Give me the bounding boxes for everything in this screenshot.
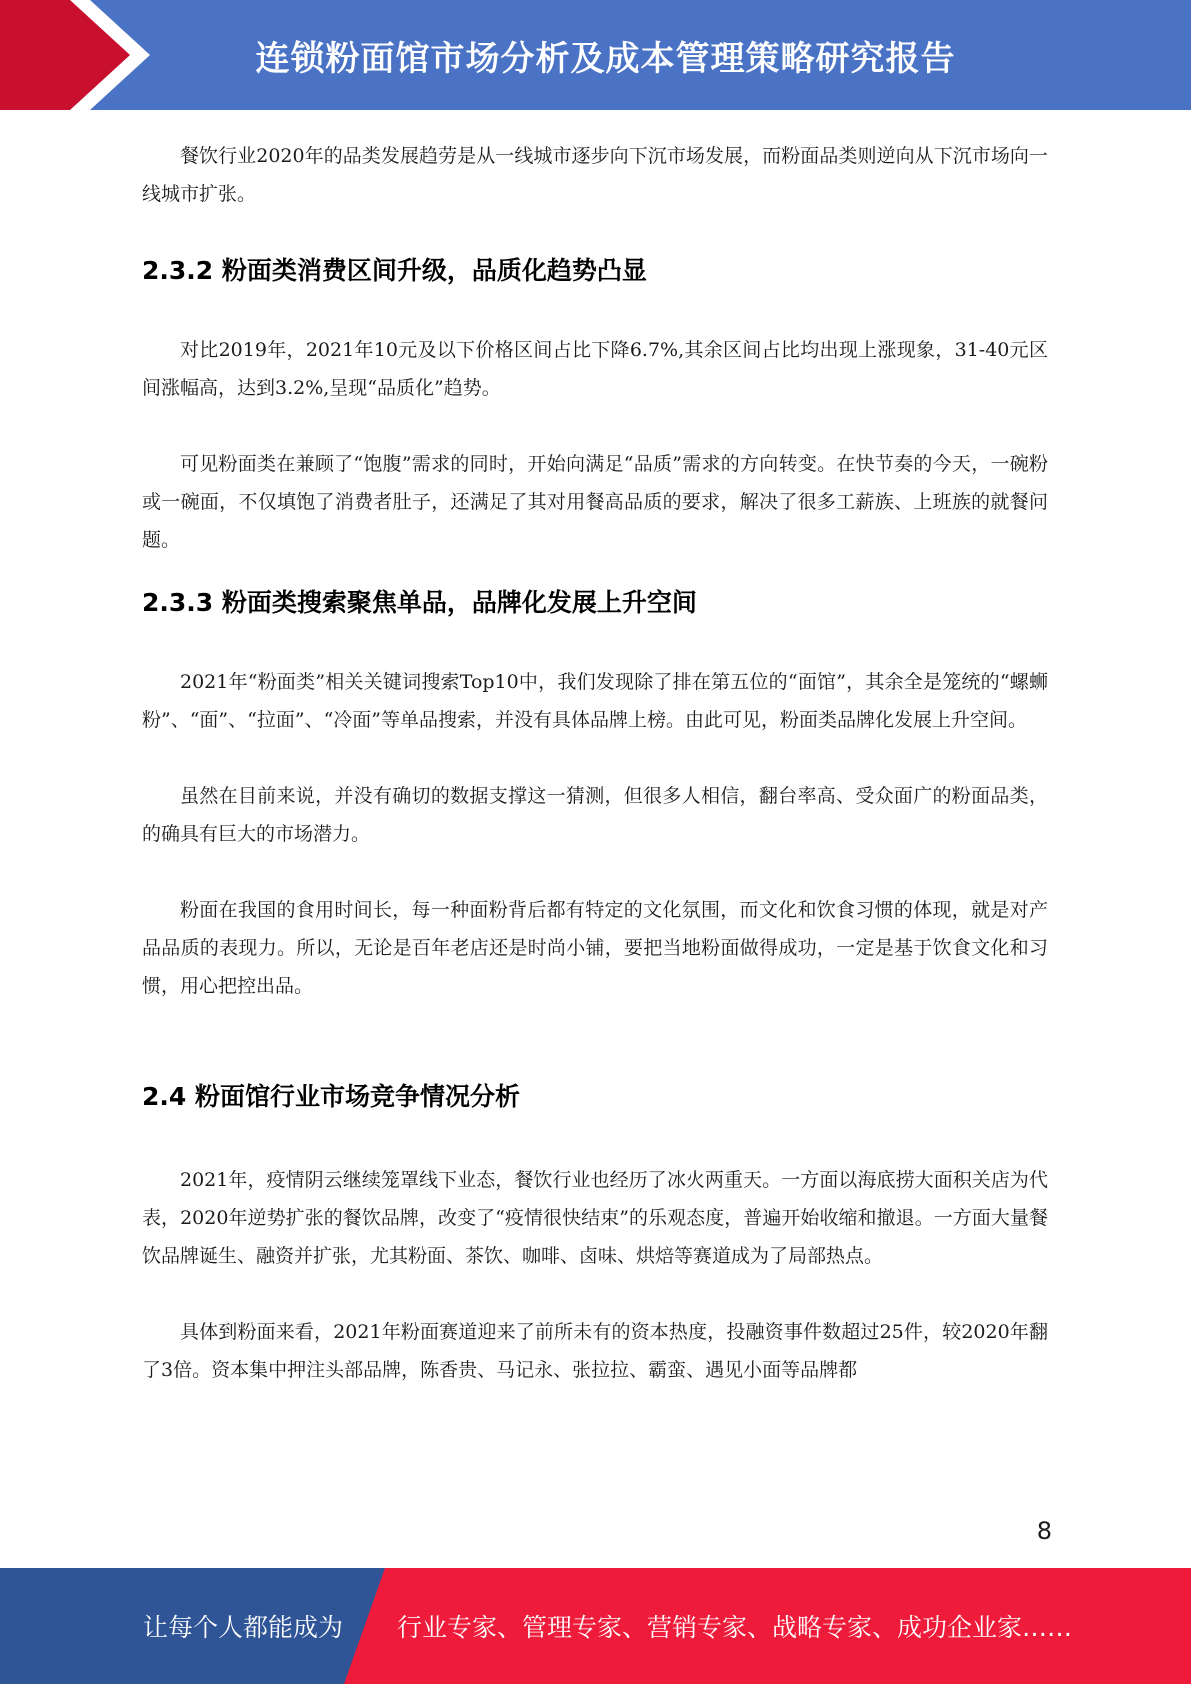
paragraph: 对比2019年，2021年10元及以下价格区间占比下降6.7%,其余区间占比均出现上涨现象，31-40元区间涨幅高，达到3.2%,呈现“品质化”趋势。 — [142, 339, 1048, 399]
page-footer — [0, 1568, 1191, 1684]
page-number: 8 — [1036, 1517, 1052, 1545]
section-heading-2-4: 2.4 粉面馆行业市场竞争情况分析 — [142, 1082, 520, 1111]
report-title: 连锁粉面馆市场分析及成本管理策略研究报告 — [255, 38, 956, 79]
paragraph: 粉面在我国的食用时间长，每一种面粉背后都有特定的文化氛围，而文化和饮食习惯的体现，就是对产品品质的表现力。所以，无论是百年老店还是时尚小铺，要把当地粉面做得成功，一定是基于饮食文化和习惯，用心把控出品。 — [142, 899, 1048, 997]
paragraph: 2021年，疫情阴云继续笼罩线下业态，餐饮行业也经历了冰火两重天。一方面以海底捞大面积关店为代表，2020年逆势扩张的餐饮品牌，改变了“疫情很快结束”的乐观态度，普遍开始收缩和撤退。一方面大量餐饮品牌诞生、融资并扩张，尤其粉面、茶饮、咖啡、卤味、烘焙等赛道成为了局部热点。 — [142, 1169, 1048, 1267]
paragraph: 具体到粉面来看，2021年粉面赛道迎来了前所未有的资本热度，投融资事件数超过25件，较2020年翻了3倍。资本集中押注头部品牌，陈香贵、马记永、张拉拉、霸蛮、遇见小面等品牌都 — [142, 1321, 1048, 1381]
paragraph: 餐饮行业2020年的品类发展趋劳是从一线城市逐步向下沉市场发展，而粉面品类则逆向从下沉市场向一线城市扩张。 — [142, 145, 1048, 205]
page-header — [0, 0, 1191, 110]
footer-slogan-left: 让每个人都能成为 — [143, 1613, 344, 1642]
section-heading-2-3-2: 2.3.2 粉面类消费区间升级，品质化趋势凸显 — [142, 256, 647, 285]
footer-slogan-right: 行业专家、管理专家、营销专家、战略专家、成功企业家…… — [397, 1613, 1073, 1642]
report-body — [142, 110, 1048, 1389]
paragraph: 2021年“粉面类”相关关键词搜索Top10中，我们发现除了排在第五位的“面馆”，其余全是笼统的“螺蛳粉”、“面”、“拉面”、“冷面”等单品搜索，并没有具体品牌上榜。由此可见，粉面类品牌化发展上升空间。 — [142, 671, 1048, 731]
paragraph: 虽然在目前来说，并没有确切的数据支撑这一猜测，但很多人相信，翻台率高、受众面广的粉面品类，的确具有巨大的市场潜力。 — [142, 785, 1048, 845]
section-heading-2-3-3: 2.3.3 粉面类搜索聚焦单品，品牌化发展上升空间 — [142, 588, 697, 617]
paragraph: 可见粉面类在兼顾了“饱腹”需求的同时，开始向满足“品质”需求的方向转变。在快节奏的今天，一碗粉或一碗面，不仅填饱了消费者肚子，还满足了其对用餐高品质的要求，解决了很多工薪族、上班族的就餐问题。 — [142, 453, 1048, 551]
